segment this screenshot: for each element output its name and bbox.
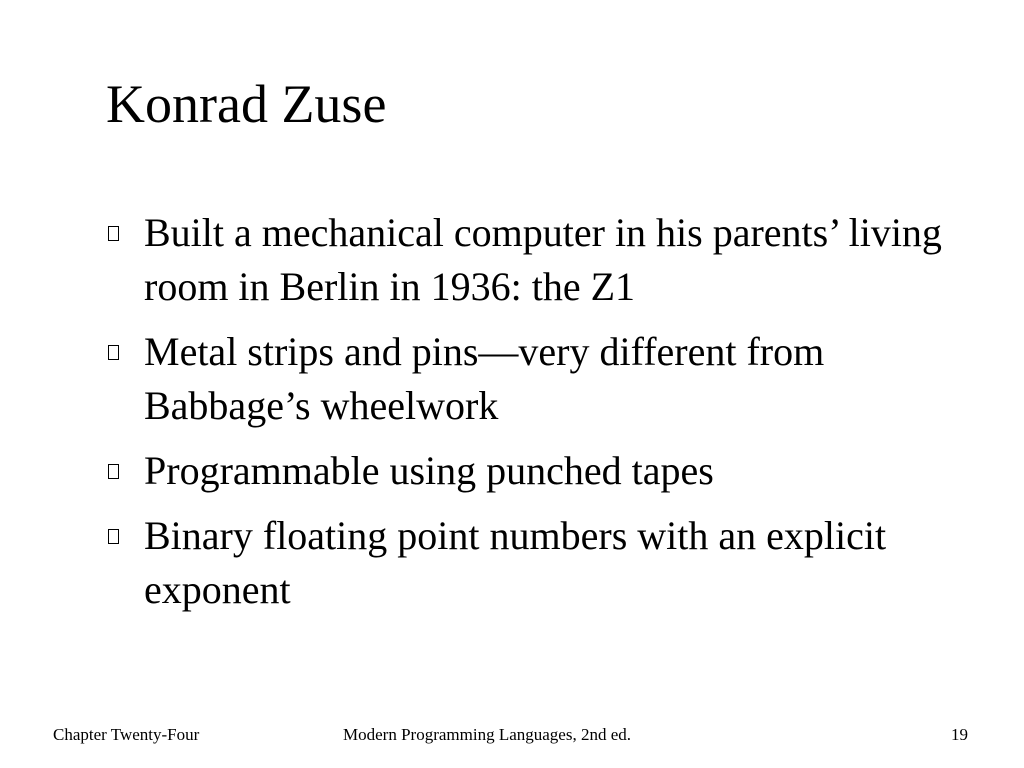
square-bullet-icon <box>108 529 119 544</box>
square-bullet-icon <box>108 464 119 479</box>
bullet-item <box>106 325 966 433</box>
bullet-text: Binary floating point numbers with an explicit exponent <box>144 513 887 612</box>
square-bullet-icon <box>108 226 119 241</box>
bullet-item <box>106 509 966 617</box>
square-bullet-icon <box>108 345 119 360</box>
bullet-item <box>106 206 966 314</box>
footer-chapter: Chapter Twenty-Four <box>53 725 200 744</box>
bullet-text: Metal strips and pins—very different from Babbage’s wheelwork <box>144 329 825 428</box>
bullet-text: Built a mechanical computer in his parents’ living room in Berlin in 1936: the Z1 <box>144 210 942 309</box>
bullet-item <box>106 444 966 498</box>
footer-book-title: Modern Programming Languages, 2nd ed. <box>343 725 631 744</box>
bullet-list <box>106 206 966 628</box>
bullet-text: Programmable using punched tapes <box>144 448 714 493</box>
page-number: 19 <box>951 725 968 744</box>
slide-title: Konrad Zuse <box>106 74 387 134</box>
